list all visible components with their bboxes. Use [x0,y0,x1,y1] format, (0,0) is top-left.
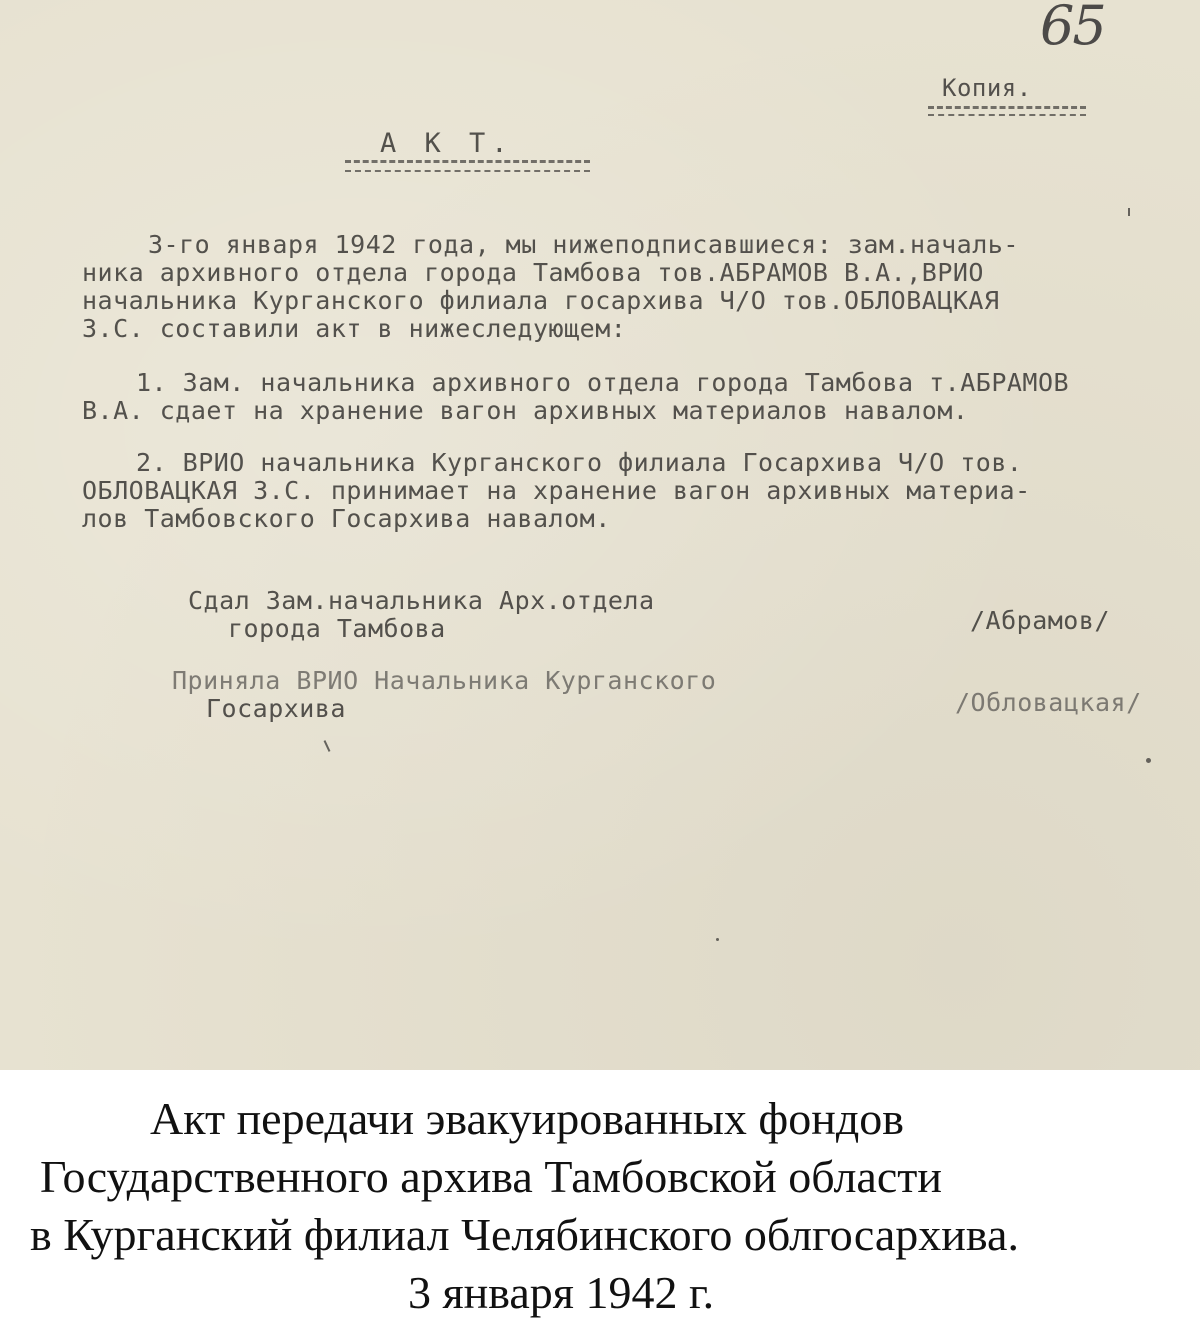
ink-mark [324,740,331,752]
ink-mark [716,938,719,941]
item-1-line-1: 1. Зам. начальника архивного отдела города Тамбова т.АБРАМОВ [136,368,1070,397]
document-title: А К Т. [380,128,514,159]
caption-line-2: Государственного архива Тамбовской области [40,1151,942,1202]
copy-underline [928,106,1086,109]
intro-line-2: ника архивного отдела города Тамбова тов.АБРАМОВ В.А.,ВРИО [82,258,984,287]
caption-line-4: 3 января 1942 г. [408,1267,715,1318]
copy-underline-2 [928,114,1086,116]
signature-2-name: /Обловацкая/ [955,688,1142,717]
caption [0,1070,1200,1332]
copy-label: Копия. [942,74,1032,102]
caption-line-3: в Курганский филиал Челябинского облгосархива. [30,1209,1019,1260]
item-2-line-2: ОБЛОВАЦКАЯ З.С. принимает на хранение вагон архивных материа- [82,476,1031,505]
ink-mark [1146,758,1151,763]
item-1-line-2: В.А. сдает на хранение вагон архивных материалов навалом. [82,396,969,425]
title-underline-2 [345,170,590,172]
intro-line-1: 3-го января 1942 года, мы нижеподписавшиеся: зам.началь- [148,230,1019,259]
ink-mark [1128,208,1130,216]
signature-2-role: Приняла ВРИО Начальника Курганского [172,666,717,695]
intro-line-3: начальника Курганского филиала госархива Ч/О тов.ОБЛОВАЦКАЯ [82,286,1000,315]
intro-line-4: З.С. составили акт в нижеследующем: [82,314,627,343]
signature-1-role: Сдал Зам.начальника Арх.отдела [188,586,655,615]
caption-line-1: Акт передачи эвакуированных фондов [150,1093,904,1144]
title-underline [345,160,590,163]
item-2-line-3: лов Тамбовского Госархива навалом. [82,504,611,533]
signature-1-role-2: города Тамбова [228,614,446,643]
folio-number: 65 [1040,0,1105,57]
signature-2-role-2: Госархива [206,694,346,723]
item-2-line-1: 2. ВРИО начальника Курганского филиала Госархива Ч/О тов. [136,448,1023,477]
signature-1-name: /Абрамов/ [970,606,1110,635]
